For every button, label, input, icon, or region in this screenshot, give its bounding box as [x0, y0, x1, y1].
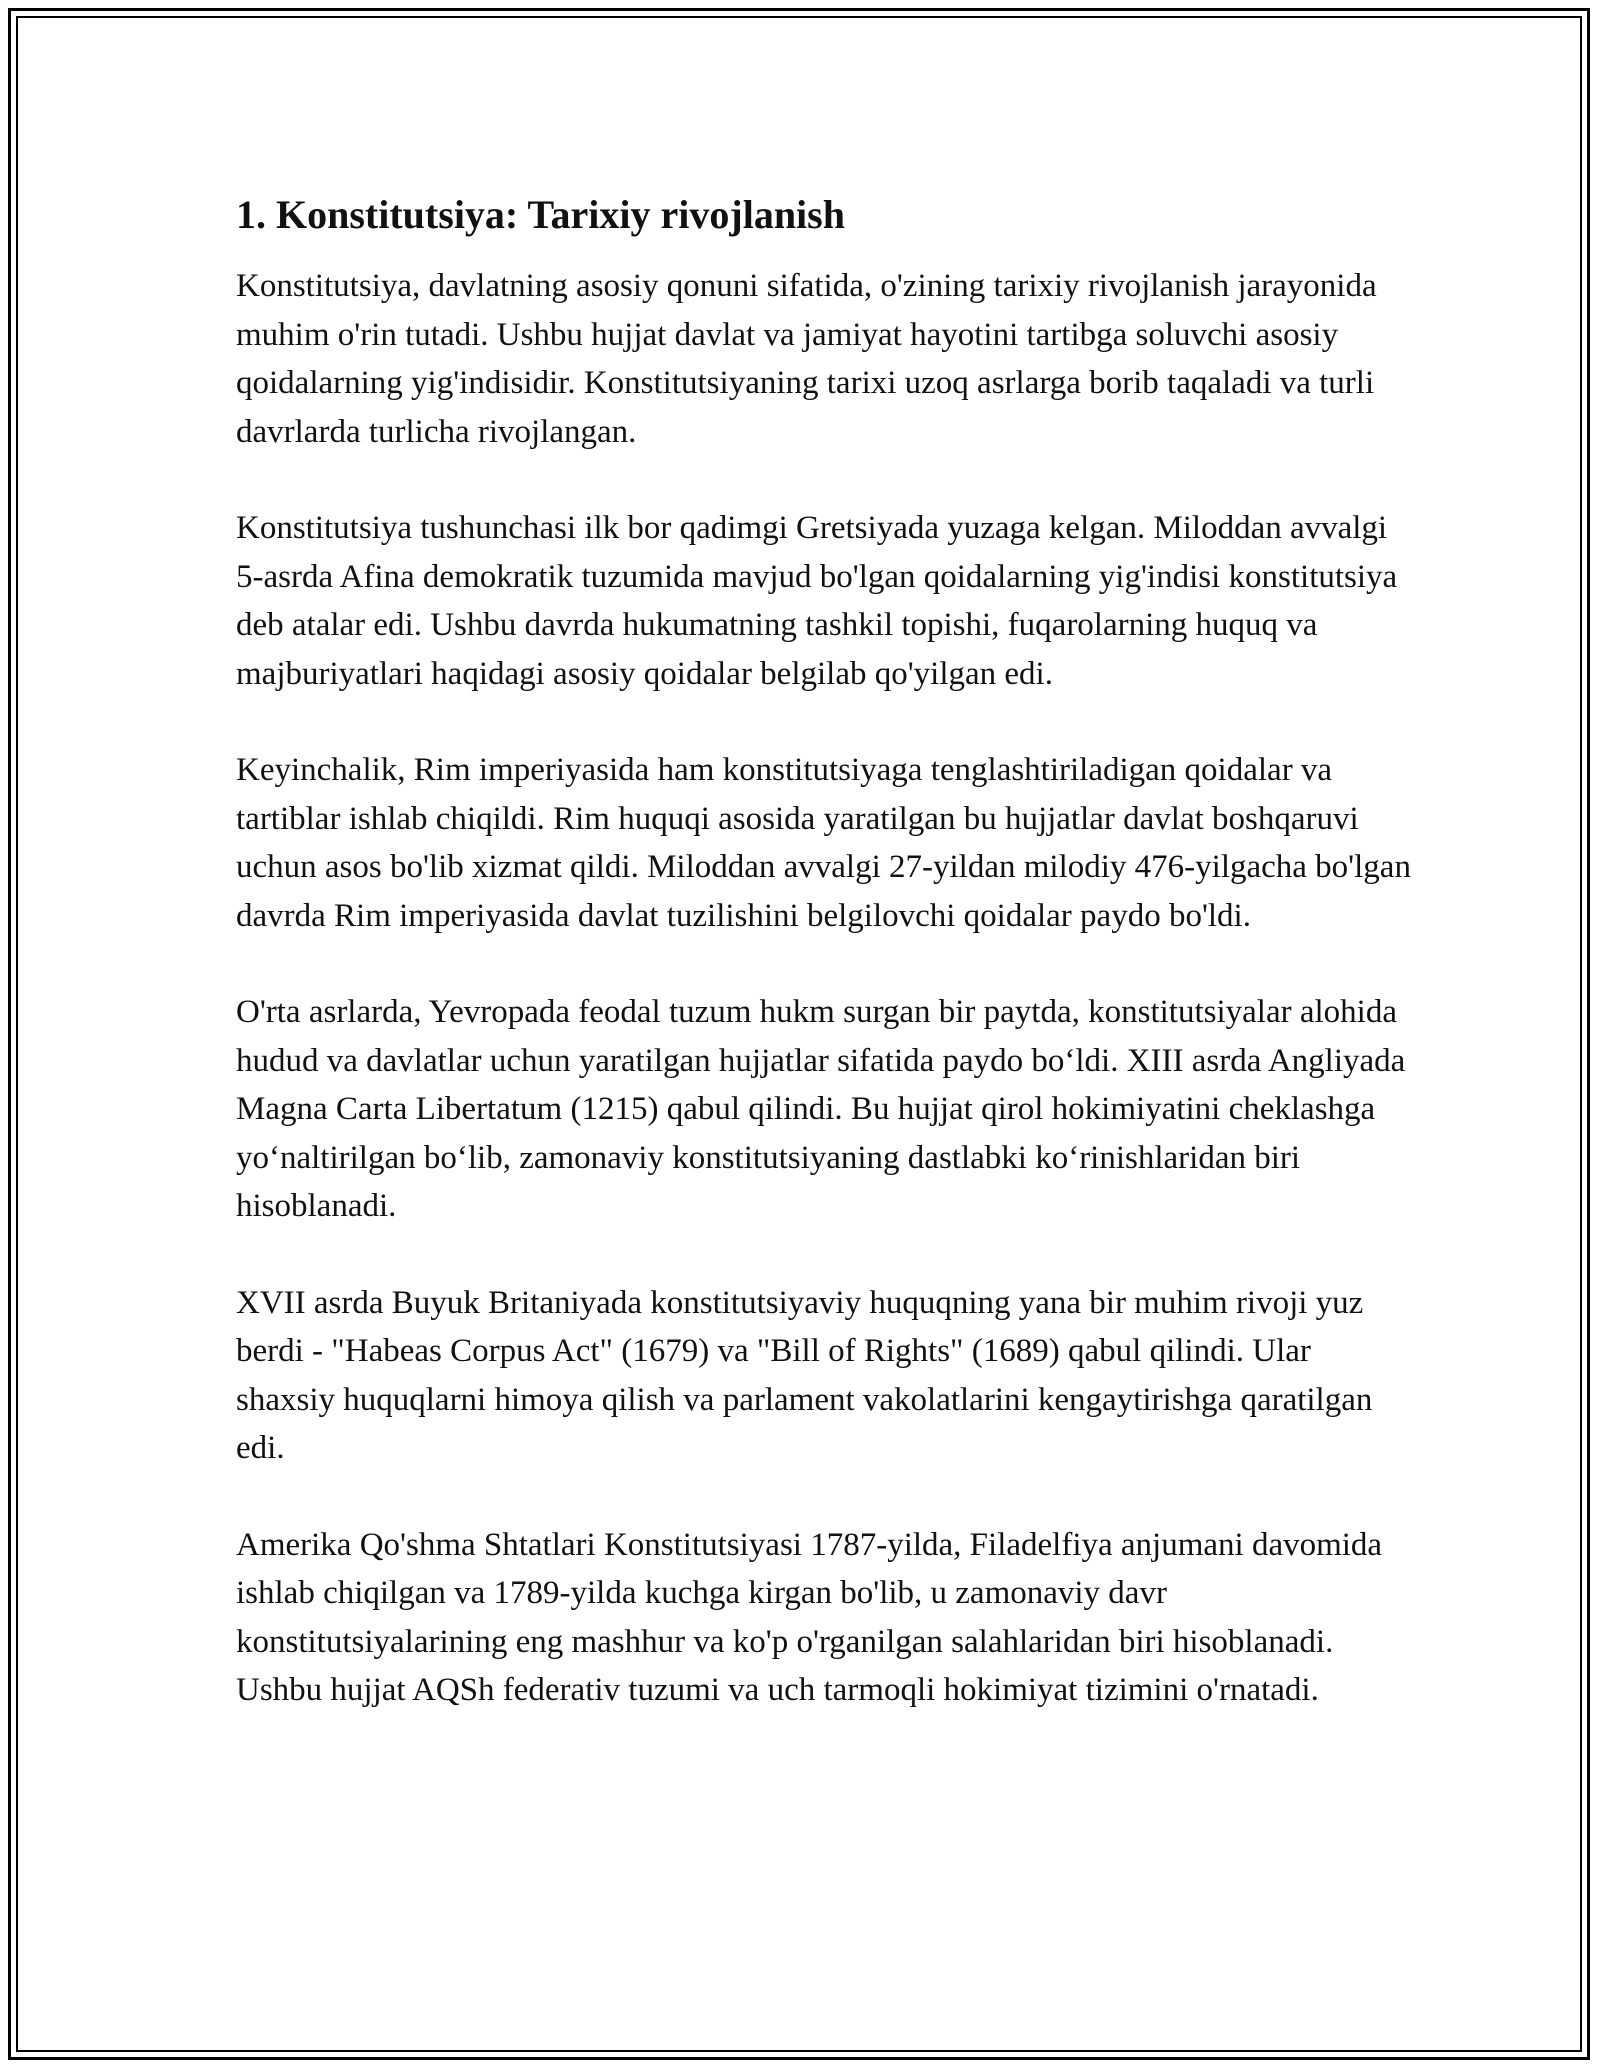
- paragraph-6: Amerika Qo'shma Shtatlari Konstitutsiyasi 1787-yilda, Filadelfiya anjumani davomida ishlab chiqilgan va 1789-yilda kuchga kirgan bo'lib, u zamonaviy davr konstitutsiyalarining eng mashhur va ko'p o'rganilgan salahlaridan biri hisoblanadi. Ushbu hujjat AQSh federativ tuzumi va uch tarmoqli hokimiyat tizimini o'rnatadi.: [236, 1526, 1383, 1708]
- paragraph-3: Keyinchalik, Rim imperiyasida ham konstitutsiyaga tenglashtiriladigan qoidalar va tartiblar ishlab chiqildi. Rim huquqi asosida yaratilgan bu hujjatlar davlat boshqaruvi uchun asos bo'lib xizmat qildi. Miloddan avvalgi 27-yildan milodiy 476-yilgacha bo'lgan davrda Rim imperiyasida davlat tuzilishini belgilovchi qoidalar paydo bo'ldi.: [236, 752, 1411, 934]
- paragraph-2: Konstitutsiya tushunchasi ilk bor qadimgi Gretsiyada yuzaga kelgan. Miloddan avvalgi 5-asrda Afina demokratik tuzumida mavjud bo'lgan qoidalarning yig'indisi konstitutsiya deb atalar edi. Ushbu davrda hukumatning tashkil topishi, fuqarolarning huquq va majburiyatlari haqidagi asosiy qoidalar belgilab qo'yilgan edi.: [236, 510, 1398, 692]
- document-body: [236, 188, 1416, 1763]
- paragraph-1: Konstitutsiya, davlatning asosiy qonuni sifatida, o'zining tarixiy rivojlanish jarayonida muhim o'rin tutadi. Ushbu hujjat davlat va jamiyat hayotini tartibga soluvchi asosiy qoidalarning yig'indisidir. Konstitutsiyaning tarixi uzoq asrlarga borib taqaladi va turli davrlarda turlicha rivojlangan.: [236, 268, 1377, 450]
- paragraph-5: XVII asrda Buyuk Britaniyada konstitutsiyaviy huquqning yana bir muhim rivoji yuz berdi - "Habeas Corpus Act" (1679) va "Bill of Rights" (1689) qabul qilindi. Ular shaxsiy huquqlarni himoya qilish va parlament vakolatlarini kengaytirishga qaratilgan edi.: [236, 1284, 1373, 1466]
- paragraph-4: O'rta asrlarda, Yevropada feodal tuzum hukm surgan bir paytda, konstitutsiyalar alohida hudud va davlatlar uchun yaratilgan hujjatlar sifatida paydo bo‘ldi. XIII asrda Angliyada Magna Carta Libertatum (1215) qabul qilindi. Bu hujjat qirol hokimiyatini cheklashga yo‘naltirilgan bo‘lib, zamonaviy konstitutsiyaning dastlabki ko‘rinishlaridan biri hisoblanadi.: [236, 994, 1406, 1224]
- document-title: 1. Konstitutsiya: Tarixiy rivojlanish: [236, 192, 845, 237]
